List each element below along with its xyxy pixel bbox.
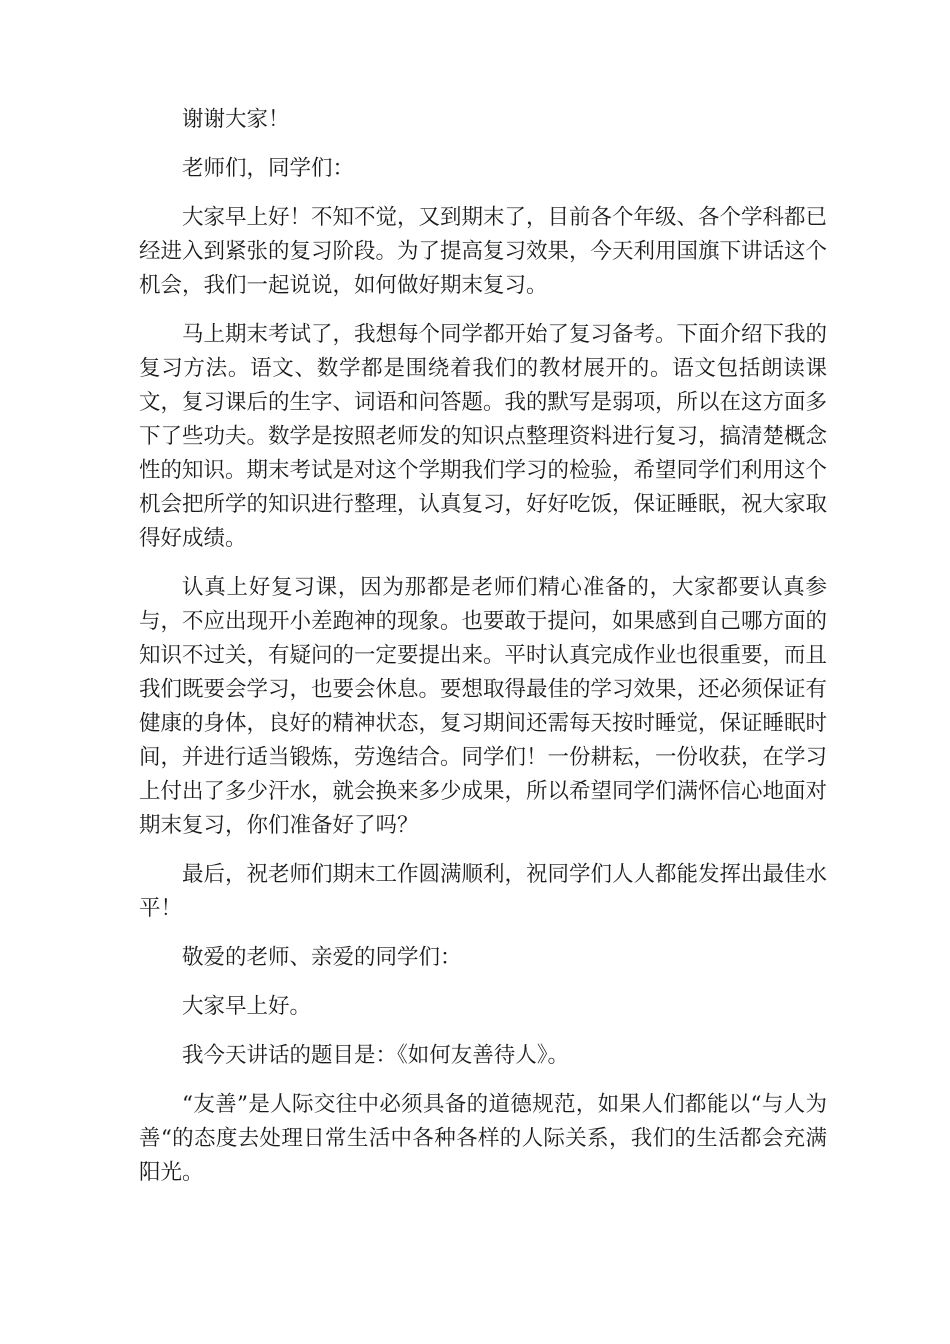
paragraph-greeting-teachers-students: 老师们，同学们：	[182, 156, 355, 181]
paragraph-friendliness: “友善”是人际交往中必须具备的道德规范，如果人们都能以“与人为善“的态度去处理日常生活中各种各样的人际关系，我们的生活都会充满阳光。	[139, 1092, 827, 1185]
paragraph-review-class-advice: 认真上好复习课，因为那都是老师们精心准备的，大家都要认真参与，不应出现开小差跑神的现象。也要敢于提问，如果感到自己哪方面的知识不过关，有疑问的一定要提出来。平时认真完成作业也很重要，而且我们既要会学习，也要会休息。要想取得最佳的学习效果，还必须保证有健康的身体，良好的精神状态，复习期间还需每天按时睡觉，保证睡眠时间，并进行适当锻炼，劳逸结合。同学们！一份耕耘，一份收获，在学习上付出了多少汗水，就会换来多少成果，所以希望同学们满怀信心地面对期末复习，你们准备好了吗？	[139, 575, 828, 838]
paragraph-second-salutation: 敬爱的老师、亲爱的同学们：	[182, 945, 462, 970]
paragraph-review-methods: 马上期末考试了，我想每个同学都开始了复习备考。下面介绍下我的复习方法。语文、数学都是围绕着我们的教材展开的。语文包括朗读课文，复习课后的生字、词语和问答题。我的默写是弱项，所以在这方面多下了些功夫。数学是按照老师发的知识点整理资料进行复习，搞清楚概念性的知识。期末考试是对这个学期我们学习的检验，希望同学们利用这个机会把所学的知识进行整理，认真复习，好好吃饭，保证睡眠，祝大家取得好成绩。	[139, 322, 828, 551]
document-body	[139, 103, 827, 1205]
paragraph-intro-final-review: 大家早上好！不知不觉，又到期末了，目前各个年级、各个学科都已经进入到紧张的复习阶段。为了提高复习效果，今天利用国旗下讲话这个机会，我们一起说说，如何做好期末复习。	[139, 205, 828, 298]
paragraph-speech-topic: 我今天讲话的题目是：《如何友善待人》。	[182, 1043, 570, 1068]
paragraph-closing-wishes: 最后，祝老师们期末工作圆满顺利，祝同学们人人都能发挥出最佳水平！	[139, 862, 828, 921]
paragraph-thanks: 谢谢大家！	[182, 107, 290, 132]
paragraph-good-morning: 大家早上好。	[182, 994, 312, 1019]
